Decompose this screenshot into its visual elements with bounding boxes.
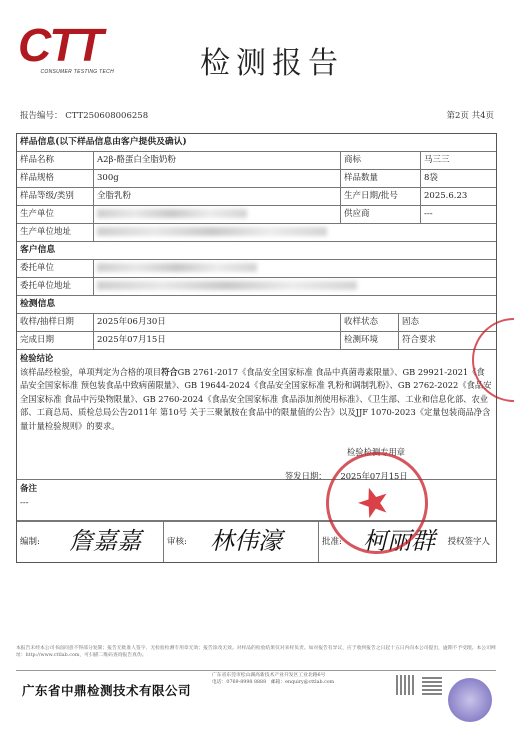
conclusion-text: 该样品经检验，单项判定为合格的项目符合GB 2761-2017《食品安全国家标准 食品中真菌毒素限量》、GB 29921-2021《食品安全国家标准 预包装食品中致病菌限量》、GB 19644-2024《食品安全国家标准 乳粉和调制乳粉》、GB 2762-2022《食品安全国家标准 食品中污染物限量》、GB 2760-2024《食品安全国家标准 食品添加剂使用标准》、《卫生部、工业和信息化部、农业部、工商总局、质检总局公告2011年 第10号 关于三聚氰胺在食品中的限量值的公告》以及JJF 1070-2023《定量包装商品净含量计量检验规则》的要求。 <box>20 366 492 431</box>
field-label: 生产单位地址 <box>17 224 94 241</box>
prepared-signature: 詹嘉嘉 <box>69 527 141 555</box>
field-value: 马三三 <box>424 155 450 165</box>
field-label: 供应商 <box>341 206 421 223</box>
field-value: 8袋 <box>424 173 438 183</box>
field-value: 全脂乳粉 <box>94 188 341 205</box>
prepared-by: 编制: 詹嘉嘉 <box>17 522 164 562</box>
field-value: --- <box>424 209 433 219</box>
redacted-value <box>94 224 496 241</box>
field-value: 符合要求 <box>402 335 437 345</box>
redacted-value <box>94 206 341 223</box>
field-label: 生产日期/批号 <box>341 188 421 205</box>
field-label: 样品规格 <box>17 170 94 187</box>
section-sample-info <box>17 134 496 152</box>
field-value: A2β-酪蛋白全脂奶粉 <box>94 152 341 169</box>
report-number: 报告编号： CTT250608006258 <box>20 111 149 121</box>
sign-date: 签发日期： 2025年07月15日 <box>285 471 408 481</box>
table-row <box>17 170 496 188</box>
field-label: 检测环境 <box>341 332 399 349</box>
table-row <box>17 278 496 296</box>
logo-text: CTT <box>18 19 102 71</box>
field-label: 商标 <box>341 152 421 169</box>
company-name: 广东省中鼎检测技术有限公司 <box>22 684 192 698</box>
company-address: 广东省东莞市松山湖高新技术产业开发区工业北路6号 电话：0769-8998 8888 邮箱：enquiry@cttlab.com <box>212 673 335 685</box>
conclusion-block <box>17 350 496 479</box>
logo-subtitle: CONSUMER TESTING TECH <box>40 69 114 75</box>
section-title: 客户信息 <box>20 245 56 255</box>
section-title: 检测信息 <box>20 299 56 309</box>
table-row <box>17 332 496 350</box>
document-title: 检测报告 <box>200 46 344 81</box>
approved-by: 批准: 柯丽群 授权签字人 <box>319 522 496 562</box>
authorized-signatory: 授权签字人 <box>447 537 490 547</box>
field-value: 2025.6.23 <box>424 191 468 201</box>
field-label: 收样状态 <box>341 314 399 331</box>
section-title: 备注 <box>20 484 38 494</box>
section-conclusion <box>17 350 496 480</box>
redacted-value <box>94 260 496 277</box>
seal-label: 检验检测专用章 <box>347 447 406 457</box>
field-value: 300g <box>94 170 341 187</box>
field-value: 固态 <box>402 317 420 327</box>
remarks-value: --- <box>20 498 29 508</box>
company-logo <box>18 19 114 77</box>
certification-badge-icon <box>448 678 492 722</box>
field-label: 完成日期 <box>17 332 94 349</box>
table-row <box>17 260 496 278</box>
field-label: 委托单位地址 <box>17 278 94 295</box>
section-title: 样品信息(以下样品信息由客户提供及确认) <box>20 137 187 147</box>
qr-code-icon <box>396 675 416 695</box>
footer-divider <box>16 670 496 671</box>
table-row <box>17 206 496 224</box>
qr-code-icon <box>422 675 442 695</box>
section-test-info <box>17 296 496 314</box>
field-label: 样品数量 <box>341 170 421 187</box>
field-label: 委托单位 <box>17 260 94 277</box>
table-row <box>17 152 496 170</box>
table-row <box>17 224 496 242</box>
reviewed-signature: 林伟濠 <box>210 527 282 555</box>
field-label: 收样/抽样日期 <box>17 314 94 331</box>
footer-disclaimer: 本报告未经本公司书面同意不得部分复制；报告无批准人签字、无检验检测专用章无效；报告涂改无效。对样品的检验结果仅对来样负责。如对报告有异议，应于收到报告之日起十五日内向本公司提出，逾期不予受理。本公司网址：http://www.cttlab.com，可扫描二维码查询报告真伪。 <box>16 646 496 658</box>
page-indicator: 第2页 共4页 <box>446 111 494 121</box>
table-row <box>17 314 496 332</box>
field-label: 生产单位 <box>17 206 94 223</box>
field-label: 样品等级/类别 <box>17 188 94 205</box>
section-title: 检验结论 <box>20 353 54 363</box>
field-label: 样品名称 <box>17 152 94 169</box>
remarks-block <box>17 480 40 520</box>
section-client-info <box>17 242 496 260</box>
field-value: 2025年06月30日 <box>94 314 341 331</box>
field-value: 2025年07月15日 <box>94 332 341 349</box>
reviewed-by: 审核: 林伟濠 <box>164 522 319 562</box>
redacted-value <box>94 278 496 295</box>
table-row <box>17 188 496 206</box>
approved-signature: 柯丽群 <box>363 527 435 555</box>
